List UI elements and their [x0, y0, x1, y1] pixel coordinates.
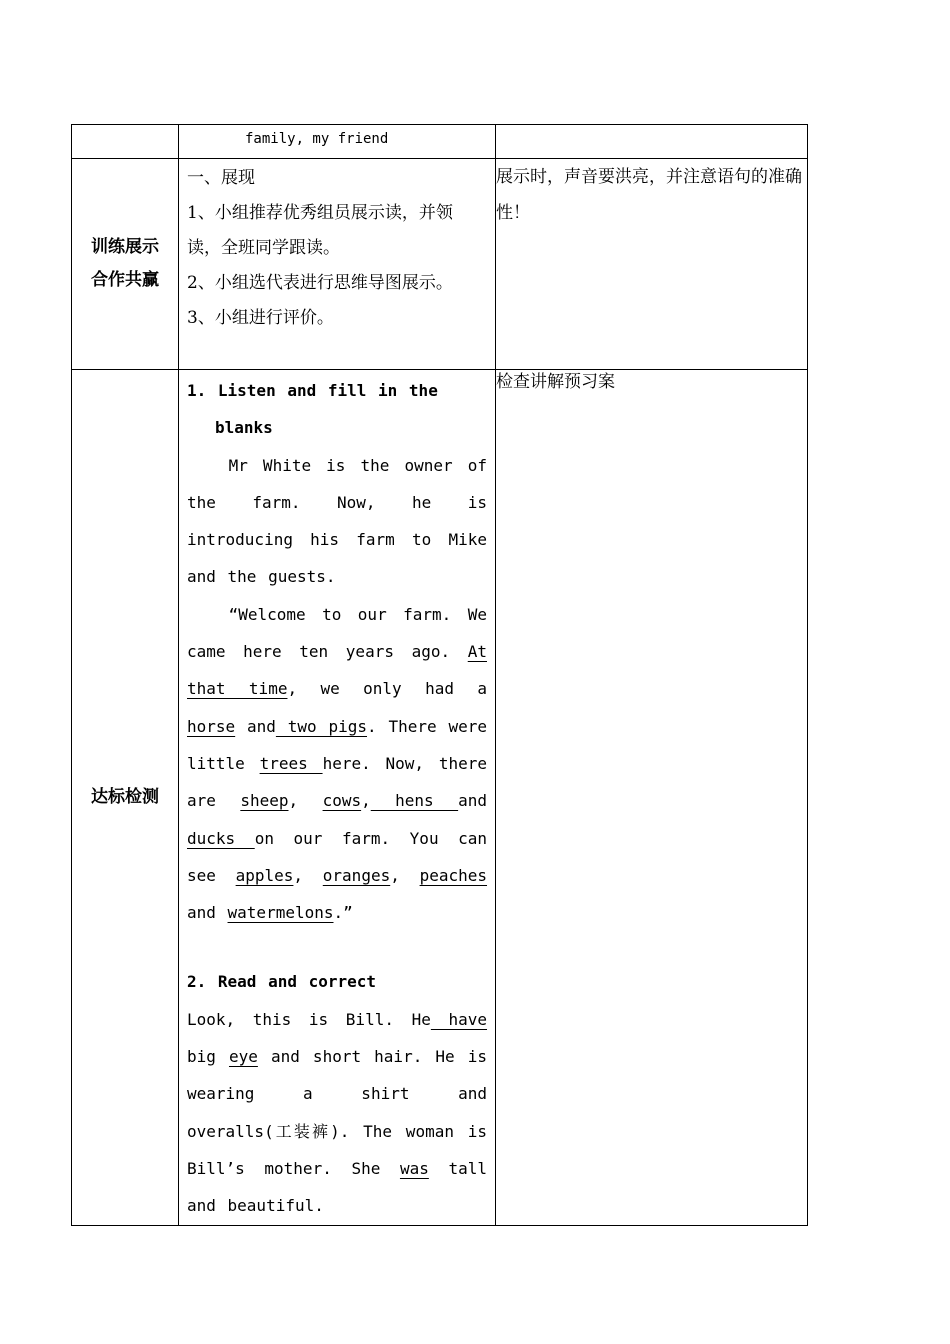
spacer	[187, 931, 487, 963]
exercise-2-passage: Look, this is Bill. He have big eye and short hair. He is wearing a shirt and overalls(工装裤). The woman is Bill’s mother. She was tall and beautiful.	[187, 1009, 488, 1216]
exercise-1-heading-cont: blanks	[215, 418, 273, 438]
answer-blank: watermelons	[227, 903, 334, 923]
exercise-1-passage: “Welcome to our farm. We came here ten years ago. At that time, we only had a horse and two pigs. There were little trees here. Now, there are sheep, cows, hens and ducks on our farm. You can see apples, oranges, peaches and watermelons.”	[187, 604, 488, 923]
check-note-cell	[496, 370, 808, 1226]
answer-blank: peaches	[419, 865, 488, 885]
error-word: was	[399, 1158, 429, 1178]
section-label-line1: 训练展示	[91, 237, 159, 257]
answer-blank: apples	[235, 865, 294, 885]
answer-blank: sheep	[240, 791, 289, 811]
step-1: 1、小组推荐优秀组员展示读，并领	[187, 203, 453, 223]
exercise-1-heading: 1. Listen and fill in the	[187, 381, 438, 400]
row-top-note-cell	[496, 125, 808, 159]
display-note: 展示时，声音要洪亮，并注意语句的准确性！	[496, 167, 802, 223]
step-heading: 一、展现	[187, 168, 255, 188]
display-steps	[179, 159, 495, 336]
answer-blank: hens	[370, 791, 459, 811]
row-top-content: family, my friend	[245, 131, 389, 147]
display-steps-cell	[179, 159, 496, 370]
error-word: eye	[228, 1047, 258, 1067]
table-row-check	[72, 370, 808, 1226]
exercise-cell	[179, 370, 496, 1226]
error-word: have	[430, 1009, 488, 1029]
exercise-1-intro: Mr White is the owner of the farm. Now, he is introducing his farm to Mike and the guests.	[187, 455, 487, 587]
section-label-check-text: 达标检测	[91, 786, 159, 807]
table-row-display	[72, 159, 808, 370]
section-label-display	[72, 159, 179, 370]
display-note-cell	[496, 159, 808, 370]
step-3: 3、小组进行评价。	[187, 308, 334, 328]
lesson-plan-table	[71, 124, 808, 1226]
row-top-label-cell	[72, 125, 179, 159]
step-1-continued: 读，全班同学跟读。	[187, 238, 340, 258]
answer-blank: oranges	[322, 865, 391, 885]
section-label-check	[72, 370, 179, 1226]
table-row-top	[72, 125, 808, 159]
answer-blank: two pigs	[275, 716, 368, 736]
row-top-content-cell	[179, 125, 496, 159]
answer-blank: cows	[322, 791, 362, 811]
section-label-line2: 合作共赢	[91, 270, 159, 290]
check-note: 检查讲解预习案	[496, 372, 615, 392]
answer-blank: ducks	[187, 828, 255, 848]
exercise-2-heading: 2. Read and correct	[187, 972, 377, 992]
answer-blank: horse	[187, 716, 236, 736]
answer-blank: trees	[259, 753, 323, 773]
exercise-content	[179, 370, 495, 1225]
answer-blank: At that time	[187, 642, 487, 699]
step-2: 2、小组选代表进行思维导图展示。	[187, 273, 453, 293]
